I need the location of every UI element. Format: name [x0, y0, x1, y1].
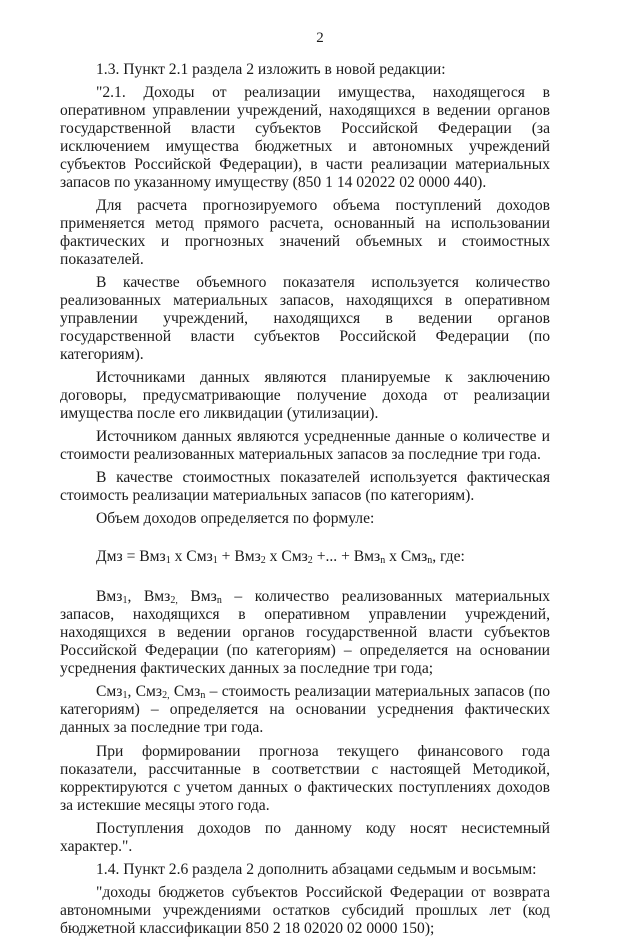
- income-formula: Дмз = Вмз$_1$ x Смз$_1$ + Вмз$_2$ x Смз$_2$ +... + Вмз$_n$ x Смз$_n$, где:: [96, 548, 465, 566]
- definition-vm: Вмз$_1$, Вмз$_{2,}$ Вмз$_n$ – количество реализованных материальных запасов, находящихся в оперативном управлении учреждений, находящихся в ведении органов государственной власти субъектов Российской Федерации (по категориям) – определяется на основании усреднения фактических данных за последние три года;: [60, 588, 550, 677]
- paragraph-formula-intro: Объем доходов определяется по формуле:: [96, 510, 375, 527]
- document-body: [60, 61, 550, 938]
- paragraph-1-4: 1.4. Пункт 2.6 раздела 2 дополнить абзацами седьмым и восьмым:: [96, 861, 537, 878]
- paragraph-1-3: 1.3. Пункт 2.1 раздела 2 изложить в новой редакции:: [96, 61, 446, 78]
- paragraph-cost-indicators: В качестве стоимостных показателей используется фактическая стоимость реализации материальных запасов (по категориям).: [60, 469, 550, 504]
- paragraph-data-sources: Источниками данных являются планируемые к заключению договоры, предусматривающие получение дохода от реализации имущества после его ликвидации (утилизации).: [60, 369, 550, 422]
- page-number: 2: [316, 30, 324, 46]
- paragraph-data-source: Источником данных являются усредненные данные о количестве и стоимости реализованных материальных запасов за последние три года.: [60, 428, 550, 463]
- paragraph-refund-income: "доходы бюджетов субъектов Российской Федерации от возврата автономными учреждениями остатков субсидий прошлых лет (код бюджетной классификации 850 2 18 02020 02 0000 150);: [60, 884, 550, 937]
- paragraph-2-1: "2.1. Доходы от реализации имущества, находящегося в оперативном управлении учреждений, находящихся в ведении органов государственной власти субъектов Российской Федерации (за исключением имущества бюджетных и автономных учреждений субъектов Российской Федерации), в части реализации материальных запасов по указанному имуществу (850 1 14 02022 02 0000 440).: [60, 84, 550, 191]
- definition-sm: Смз$_1$, Смз$_{2,}$ Смз$_n$ – стоимость реализации материальных запасов (по категориям) – определяется на основании усреднения фактических данных за последние три года.: [60, 683, 550, 736]
- paragraph-non-systemic: Поступления доходов по данному коду носят несистемный характер.".: [60, 820, 550, 855]
- paragraph-forecast: При формировании прогноза текущего финансового года показатели, рассчитанные в соответствии с настоящей Методикой, корректируются с учетом данных о фактических поступлениях доходов за истекшие месяцы этого года.: [60, 743, 550, 814]
- paragraph-volume-indicator: В качестве объемного показателя используется количество реализованных материальных запасов, находящихся в оперативном управлении учреждений, находящихся в ведении органов государственной власти субъектов Российской Федерации (по категориям).: [60, 274, 550, 363]
- paragraph-method: Для расчета прогнозируемого объема поступлений доходов применяется метод прямого расчета, основанный на использовании фактических и прогнозных значений объемных и стоимостных показателей.: [60, 197, 550, 268]
